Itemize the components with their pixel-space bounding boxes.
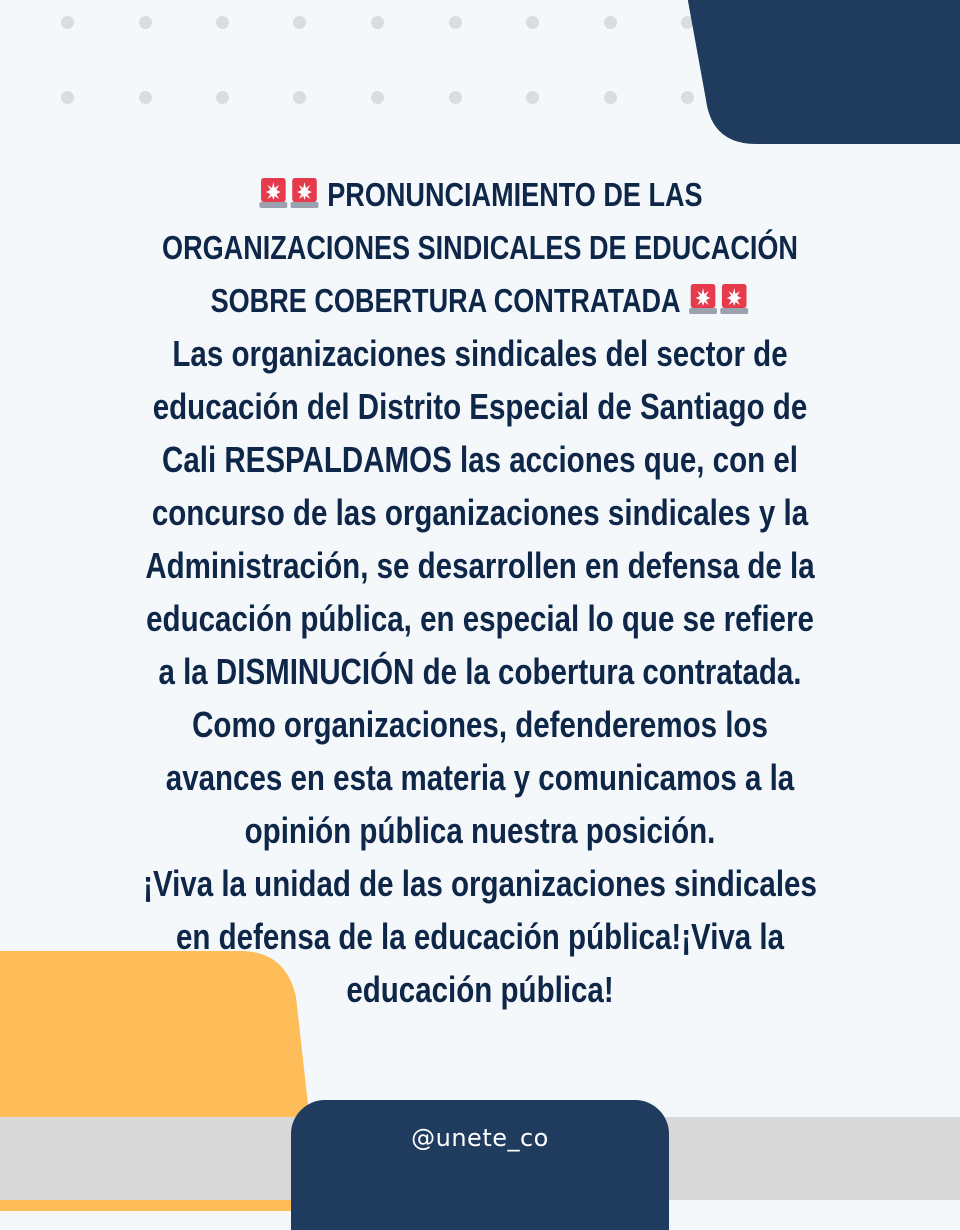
decorative-navy-shape xyxy=(686,0,960,144)
siren-icon xyxy=(719,282,749,316)
siren-icon xyxy=(258,176,288,210)
footer-handle-tab xyxy=(291,1100,669,1230)
announcement-text xyxy=(136,168,825,1016)
title-text: PRONUNCIAMIENTO DE LAS ORGANIZACIONES SINDICALES DE EDUCACIÓN SOBRE COBERTURA CONTRATADA xyxy=(162,176,798,319)
paragraph-support: Las organizaciones sindicales del sector de educación del Distrito Especial de Santiago de Cali RESPALDAMOS las acciones que, con el concurso de las organizaciones sindicales y la Administración, se desarrollen en defensa de la educación pública, en especial lo que se refiere a la DISMINUCIÓN de la cobertura contratada. xyxy=(145,333,815,692)
paragraph-slogan: ¡Viva la unidad de las organizaciones sindicales en defensa de la educación pública!¡Viva la educación pública! xyxy=(143,863,817,1010)
paragraph-position: Como organizaciones, defenderemos los avances en esta materia y comunicamos a la opinión pública nuestra posición. xyxy=(165,704,795,851)
siren-icon xyxy=(688,282,718,316)
siren-icon xyxy=(289,176,319,210)
announcement-title xyxy=(136,168,825,327)
decorative-dot-grid xyxy=(0,0,720,120)
social-handle: @unete_co xyxy=(411,1124,549,1152)
